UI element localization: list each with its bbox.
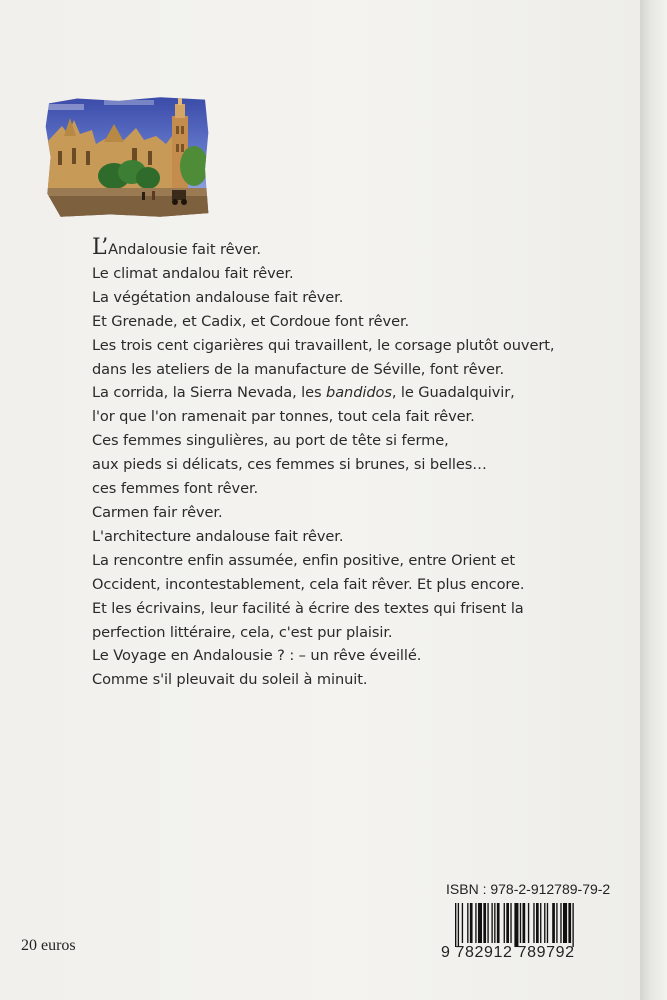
blurb-line: Les trois cent cigarières qui travaillent, le corsage plutôt ouvert, — [92, 336, 555, 354]
blurb-line: Comme s'il pleuvait du soleil à minuit. — [92, 671, 368, 689]
blurb-line: Ces femmes singulières, au port de tête si ferme, — [92, 432, 449, 450]
blurb-line: ces femmes font rêver. — [92, 480, 259, 498]
drop-cap: L’ — [92, 235, 109, 260]
blurb-line: Et les écrivains, leur facilité à écrire des textes qui frisent la — [92, 599, 524, 617]
barcode-bar — [491, 903, 492, 943]
barcode-bar — [478, 903, 482, 943]
barcode-bar — [528, 903, 529, 943]
barcode-bar — [510, 903, 511, 943]
barcode-bar — [568, 903, 571, 943]
blurb-line: dans les ateliers de la manufacture de Séville, font rêver. — [92, 360, 505, 378]
barcode-bar — [514, 903, 518, 947]
barcode-bar — [475, 903, 476, 943]
barcode-bar — [572, 903, 573, 947]
barcode-bar — [483, 903, 486, 943]
barcode-bar — [533, 903, 534, 943]
blurb-line: Le Voyage en Andalousie ? : – un rêve éveillé. — [92, 647, 422, 665]
barcode-bar — [540, 903, 541, 943]
blurb-line: Occident, incontestablement, cela fait rêver. Et plus encore. — [92, 575, 525, 593]
isbn-label: ISBN : 978-2-912789-79-2 — [446, 881, 611, 897]
barcode-bar — [497, 903, 500, 943]
blurb-line — [92, 381, 562, 405]
barcode-bar — [552, 903, 555, 943]
barcode-bar — [556, 903, 557, 943]
blurb-line-text: , le Guadalquivir, — [391, 384, 515, 402]
blurb-line: Le climat andalou fait rêver. — [92, 264, 294, 282]
blurb-line: Et Grenade, et Cadix, et Cordoue font rêver. — [92, 312, 410, 330]
blurb-line-text: Andalousie fait rêver. — [108, 241, 261, 258]
blurb-line-text: La corrida, la Sierra Nevada, les — [92, 384, 327, 402]
barcode-bar — [547, 903, 548, 943]
blurb-line: La végétation andalouse fait rêver. — [92, 288, 344, 306]
blurb-line: perfection littéraire, cela, c'est pur plaisir. — [92, 623, 393, 641]
barcode-bar — [487, 903, 488, 943]
barcode-digits: 9 782912 789792 — [441, 944, 575, 961]
cover-edge — [640, 0, 667, 1000]
italic-word: bandidos — [326, 384, 392, 402]
barcode-bar — [520, 903, 521, 943]
blurb-line: L'architecture andalouse fait rêver. — [92, 527, 344, 545]
seville-cathedral-photo — [44, 96, 210, 218]
barcode-bar — [467, 903, 468, 943]
barcode-bar — [560, 903, 561, 943]
price: 20 euros — [21, 937, 76, 954]
blurb-line: l'or que l'on ramenait par tonnes, tout cela fait rêver. — [92, 408, 475, 426]
barcode-bar — [494, 903, 495, 943]
blurb-text — [92, 236, 562, 692]
barcode-bar — [504, 903, 505, 943]
barcode-bar — [506, 903, 509, 943]
barcode-bar — [523, 903, 526, 943]
blurb-line — [92, 236, 562, 262]
blurb-line: Carmen fair rêver. — [92, 503, 223, 521]
barcode-bar — [563, 903, 567, 943]
barcode-bar — [462, 903, 463, 943]
barcode-bar — [458, 903, 459, 947]
barcode-bar — [455, 903, 456, 947]
blurb-line: La rencontre enfin assumée, enfin positive, entre Orient et — [92, 551, 516, 569]
blurb-line: aux pieds si délicats, ces femmes si brunes, si belles… — [92, 456, 487, 474]
barcode-bar — [470, 903, 473, 943]
barcode-bar — [536, 903, 539, 943]
barcode-bar — [544, 903, 545, 943]
